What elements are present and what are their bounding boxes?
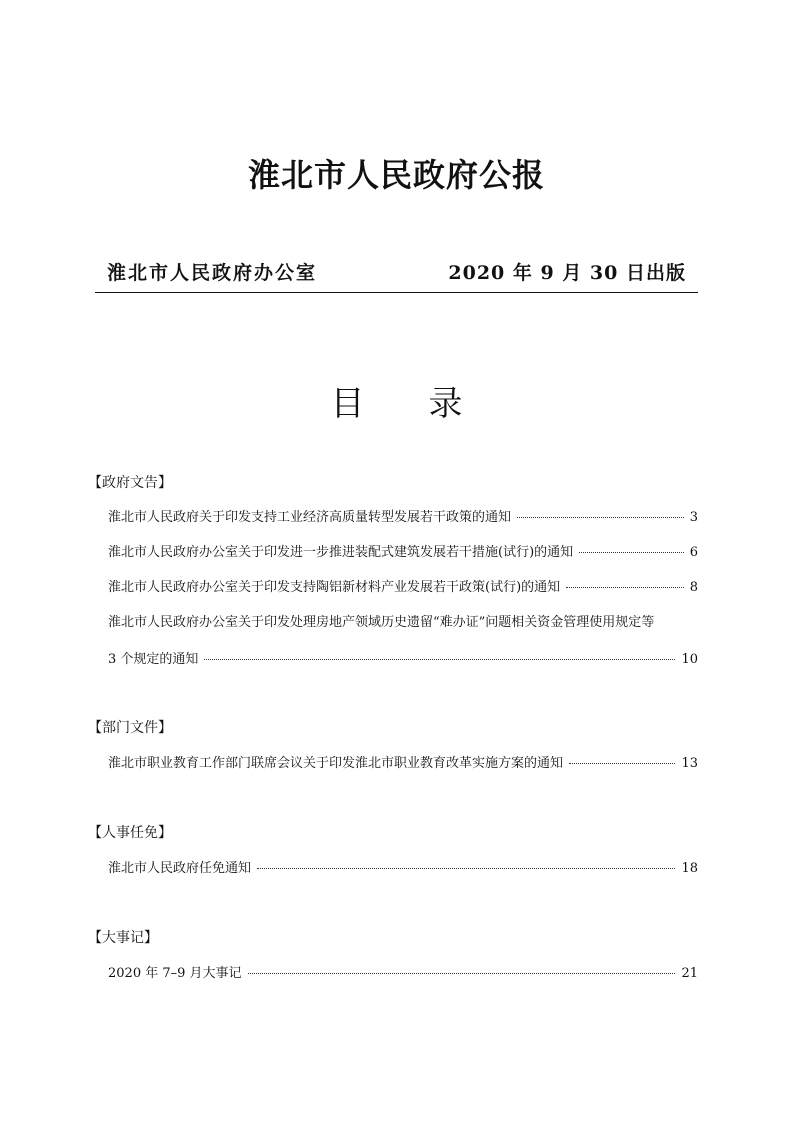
- dot-leader: [569, 763, 675, 764]
- masthead-bar: [95, 256, 698, 293]
- section-label-dept-documents: 【部门文件】: [88, 720, 172, 736]
- toc-entry-title: 2020 年 7–9 月大事记: [108, 966, 242, 981]
- toc-entry-page: 13: [681, 756, 698, 771]
- toc-entry-title: 淮北市人民政府办公室关于印发支持陶铝新材料产业发展若干政策(试行)的通知: [108, 580, 561, 595]
- dot-leader: [204, 659, 675, 660]
- dot-leader: [566, 587, 684, 588]
- section-label-chronicle: 【大事记】: [88, 930, 158, 946]
- dot-leader: [248, 973, 676, 974]
- section-label-gov-notices: 【政府文告】: [88, 475, 172, 491]
- toc-entry-title: 淮北市人民政府办公室关于印发进一步推进装配式建筑发展若干措施(试行)的通知: [108, 545, 574, 560]
- toc-entry[interactable]: [108, 962, 698, 984]
- toc-entry-page: 10: [681, 652, 698, 667]
- toc-entry[interactable]: [108, 576, 698, 598]
- issuer-name: 淮北市人民政府办公室: [107, 262, 318, 284]
- dot-leader: [517, 517, 684, 518]
- toc-entry-title: 淮北市职业教育工作部门联席会议关于印发淮北市职业教育改革实施方案的通知: [108, 756, 564, 771]
- toc-entry-page: 21: [681, 966, 698, 981]
- toc-entry-page: 8: [689, 580, 698, 595]
- toc-heading: 目录: [330, 384, 527, 424]
- publication-date: 2020 年 9 月 30 日出版: [448, 262, 686, 284]
- toc-entry[interactable]: [108, 506, 698, 528]
- toc-entry-page: 18: [681, 861, 698, 876]
- toc-entry-title-line2: 3 个规定的通知: [108, 652, 199, 667]
- dot-leader: [579, 552, 684, 553]
- toc-entry[interactable]: [108, 541, 698, 563]
- toc-entry-title: 淮北市人民政府关于印发支持工业经济高质量转型发展若干政策的通知: [108, 510, 512, 525]
- toc-entry-title-line1[interactable]: 淮北市人民政府办公室关于印发处理房地产领域历史遗留“难办证”问题相关资金管理使用规定等: [108, 615, 655, 630]
- bulletin-title: 淮北市人民政府公报: [247, 156, 545, 194]
- toc-entry[interactable]: [108, 752, 698, 774]
- toc-entry[interactable]: [108, 857, 698, 879]
- toc-entry[interactable]: [108, 648, 698, 670]
- toc-entry-title: 淮北市人民政府任免通知: [108, 861, 252, 876]
- section-label-personnel: 【人事任免】: [88, 825, 172, 841]
- dot-leader: [257, 868, 675, 869]
- toc-entry-page: 3: [689, 510, 698, 525]
- toc-entry-page: 6: [689, 545, 698, 560]
